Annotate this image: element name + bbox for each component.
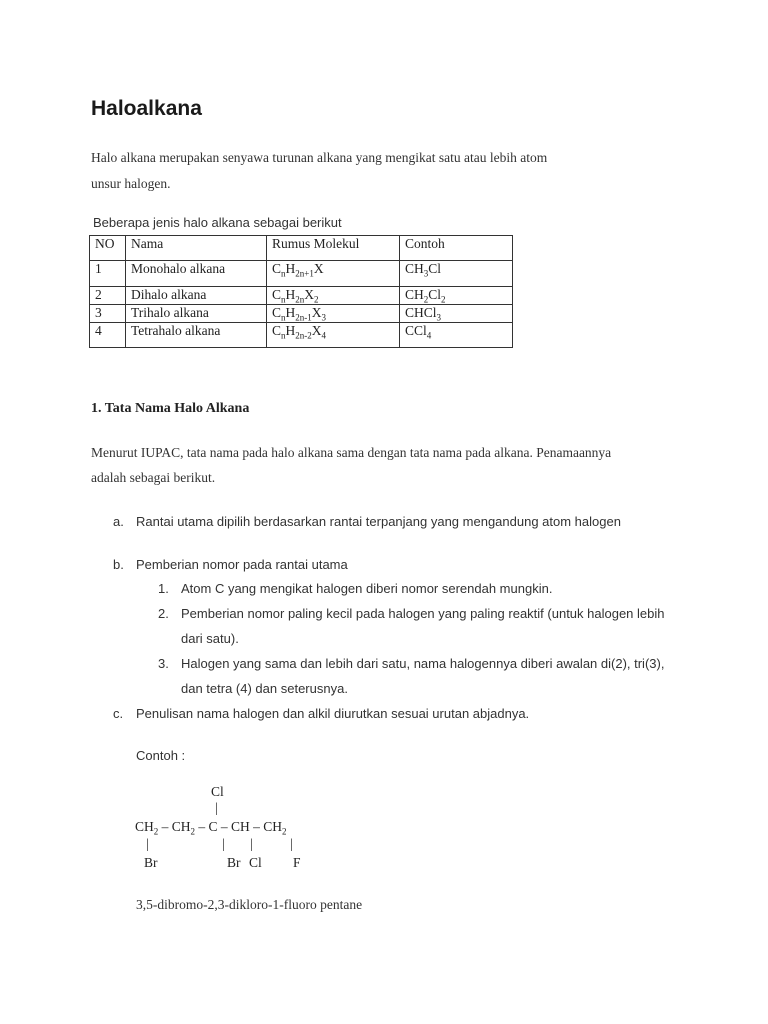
header-rumus: Rumus Molekul [267,236,400,261]
main-chain: $CH_2 - CH_2$ – C – CH – $CH_2$ [135,819,287,837]
halo-alkana-table [89,235,513,348]
substituent-cl: Cl [249,855,262,870]
intro-line-2: unsur halogen. [91,176,171,191]
cell-no: 2 [90,287,126,305]
cell-rumus: $C_nH_{2n-2}X_4$ [267,323,400,348]
sublist-item-text: Atom C yang mengikat halogen diberi nomor serendah mungkin. [181,581,553,596]
sublist-marker: 1. [158,581,169,596]
bond-line: | [250,836,253,851]
table-row [90,305,513,323]
cell-contoh: $CH_2Cl_2$ [400,287,513,305]
cell-rumus: $C_nH_{2n}X_2$ [267,287,400,305]
table-row [90,323,513,348]
cell-nama: Trihalo alkana [126,305,267,323]
header-no: NO [90,236,126,261]
intro-line-1: Halo alkana merupakan senyawa turunan alkana yang mengikat satu atau lebih atom [91,150,548,165]
list-item-text: Pemberian nomor pada rantai utama [136,557,348,572]
contoh-label: Contoh : [136,748,186,763]
list-item-text: Penulisan nama halogen dan alkil diurutkan sesuai urutan abjadnya. [136,706,530,721]
substituent-f: F [293,855,301,870]
compound-name: 3,5-dibromo-2,3-dikloro-1-fluoro pentane [136,897,363,912]
substituent-br: Br [144,855,158,870]
table-caption: Beberapa jenis halo alkana sebagai berikut [93,215,342,230]
list-marker: c. [113,706,124,721]
cell-nama: Monohalo alkana [126,261,267,287]
section-intro-line-1: Menurut IUPAC, tata nama pada halo alkana sama dengan tata nama pada alkana. Penamaannya [91,445,612,460]
top-substituent: Cl [211,784,224,799]
sublist-item-text-cont: dan tetra (4) dan seterusnya. [181,681,348,696]
cell-nama: Dihalo alkana [126,287,267,305]
bond-line: | [290,836,293,851]
bond-line: | [146,836,149,851]
section-heading: 1. Tata Nama Halo Alkana [91,401,250,416]
cell-no: 4 [90,323,126,348]
sublist-item-text: Pemberian nomor paling kecil pada halogen yang paling reaktif (untuk halogen lebih [181,606,665,621]
substituent-br: Br [227,855,241,870]
list-item-text: Rantai utama dipilih berdasarkan rantai terpanjang yang mengandung atom halogen [136,514,621,529]
cell-no: 1 [90,261,126,287]
list-marker: b. [113,557,124,572]
table-header-row [90,236,513,261]
cell-rumus: $C_nH_{2n-1}X_3$ [267,305,400,323]
sublist-marker: 2. [158,606,169,621]
cell-no: 3 [90,305,126,323]
bond-line: | [215,800,218,815]
cell-contoh: $CH_3Cl$ [400,261,513,287]
cell-rumus: $C_nH_{2n+1}X$ [267,261,400,287]
table-row [90,287,513,305]
cell-nama: Tetrahalo alkana [126,323,267,348]
bond-line: | [222,836,225,851]
sublist-marker: 3. [158,656,169,671]
cell-contoh: CCl$_4$ [400,323,513,348]
sublist-item-text: Halogen yang sama dan lebih dari satu, nama halogennya diberi awalan di(2), tri(3), [181,656,665,671]
sublist-item-text-cont: dari satu). [181,631,239,646]
cell-contoh: CHCl$_3$ [400,305,513,323]
page-title: Haloalkana [91,97,202,120]
section-intro-line-2: adalah sebagai berikut. [91,470,216,485]
list-marker: a. [113,514,124,529]
header-contoh: Contoh [400,236,513,261]
header-nama: Nama [126,236,267,261]
table-row [90,261,513,287]
